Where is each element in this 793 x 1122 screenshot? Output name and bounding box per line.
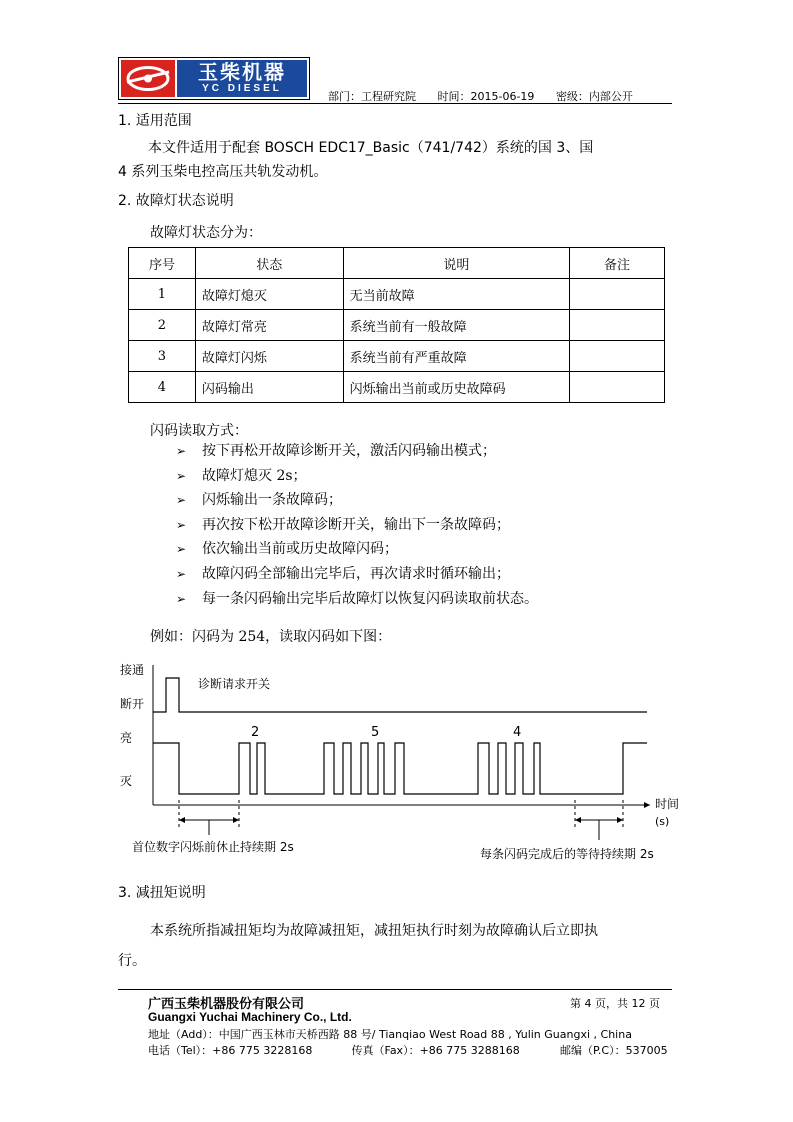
switch-label: 诊断请求开关 <box>198 677 271 691</box>
label-off: 断开 <box>120 697 145 711</box>
wait-arrow-icon <box>575 817 581 823</box>
table-cell: 闪烁输出当前或历史故障码 <box>343 372 570 403</box>
section-1-title: 1. 适用范围 <box>118 113 192 129</box>
arrow-bullet-icon: ➢ <box>176 542 187 557</box>
list-item: ➢ 再次按下松开故障诊断开关，输出下一条故障码； <box>176 513 538 538</box>
digit-label-4: 4 <box>513 725 522 740</box>
yc-diesel-logo <box>118 57 310 100</box>
section-2-title: 2. 故障灯状态说明 <box>118 193 234 209</box>
logo-emblem <box>121 60 175 97</box>
footer-page-number: 第 4 页，共 12 页 <box>570 997 660 1010</box>
digit-label-2: 2 <box>251 725 260 740</box>
time-axis-label: 时间 <box>655 797 680 811</box>
table-row <box>129 341 665 372</box>
header-rule <box>118 103 672 104</box>
table-row <box>129 310 665 341</box>
table-cell: 闪码输出 <box>195 372 343 403</box>
table-cell: 故障灯闪烁 <box>195 341 343 372</box>
table-cell: 4 <box>129 372 196 403</box>
footer-tel: 电话（Tel）：+86 775 3228168 <box>148 1044 313 1057</box>
example-text: 例如：闪码为 254，读取闪码如下图： <box>150 629 392 645</box>
pause-label: 首位数字闪烁前休止持续期 2s <box>132 840 294 854</box>
table-row <box>129 279 665 310</box>
footer-address: 地址（Add）：中国广西玉林市天桥西路 88 号/ Tianqiao West Road 88 , Yulin Guangxi , China <box>148 1028 632 1041</box>
logo-en-text: YC DIESEL <box>202 83 282 94</box>
logo-emblem-icon <box>121 60 175 97</box>
table-cell: 系统当前有严重故障 <box>343 341 570 372</box>
footer-fax: 传真（Fax）：+86 775 3288168 <box>351 1044 520 1057</box>
pause-arrow-icon <box>233 817 239 823</box>
table-header: 备注 <box>570 248 665 279</box>
table-cell: 故障灯熄灭 <box>195 279 343 310</box>
table-cell: 系统当前有一般故障 <box>343 310 570 341</box>
list-item: ➢ 按下再松开故障诊断开关，激活闪码输出模式； <box>176 439 538 464</box>
x-axis-arrow-icon <box>644 802 650 808</box>
arrow-bullet-icon: ➢ <box>176 444 187 458</box>
table-cell: 无当前故障 <box>343 279 570 310</box>
pause-arrow-icon <box>179 817 185 823</box>
logo-cn-text: 玉柴机器 <box>198 60 286 84</box>
header-info <box>328 88 651 104</box>
table-cell: 2 <box>129 310 196 341</box>
section-3-title: 3. 减扭矩说明 <box>118 885 206 901</box>
table-cell: 3 <box>129 341 196 372</box>
section-1-line-2: 4 系列玉柴电控高压共轨发动机。 <box>118 164 328 180</box>
footer-company-cn: 广西玉柴机器股份有限公司 <box>148 997 305 1012</box>
table-row <box>129 372 665 403</box>
table-header: 序号 <box>129 248 196 279</box>
list-item: ➢ 依次输出当前或历史故障闪码； <box>176 537 538 562</box>
arrow-bullet-icon: ➢ <box>176 468 187 483</box>
label-on: 接通 <box>120 663 145 677</box>
digit-label-5: 5 <box>371 725 380 740</box>
table-header: 状态 <box>195 248 343 279</box>
table-cell <box>570 372 665 403</box>
header-level: 密级：内部公开 <box>555 90 633 103</box>
table-cell <box>570 310 665 341</box>
footer-company-en: Guangxi Yuchai Machinery Co., Ltd. <box>148 1010 352 1024</box>
status-intro: 故障灯状态分为： <box>150 225 262 241</box>
lamp-signal <box>153 743 647 794</box>
read-steps-list <box>176 439 538 611</box>
wait-label: 每条闪码完成后的等待持续期 2s <box>480 847 654 861</box>
arrow-bullet-icon: ➢ <box>176 566 187 581</box>
read-method-title: 闪码读取方式： <box>150 423 248 439</box>
label-dark: 灭 <box>120 774 133 788</box>
table-header: 说明 <box>343 248 570 279</box>
header-time: 时间：2015-06-19 <box>437 90 535 103</box>
table-header-row <box>129 248 665 279</box>
table-cell <box>570 341 665 372</box>
section-3-line-1: 本系统所指减扭矩均为故障减扭矩，减扭矩执行时刻为故障确认后立即执 <box>150 923 598 939</box>
footer-postcode: 邮编（P.C）：537005 <box>560 1044 668 1057</box>
time-axis-unit: (s) <box>655 815 670 828</box>
status-table <box>128 247 665 403</box>
section-3-line-2: 行。 <box>118 953 146 969</box>
section-1-line-1: 本文件适用于配套 BOSCH EDC17_Basic（741/742）系统的国 3、国 <box>148 140 594 156</box>
arrow-bullet-icon: ➢ <box>176 493 187 508</box>
list-item: ➢ 故障闪码全部输出完毕后，再次请求时循环输出； <box>176 562 538 587</box>
wait-arrow-icon <box>617 817 623 823</box>
list-item: ➢ 每一条闪码输出完毕后故障灯以恢复闪码读取前状态。 <box>176 587 538 612</box>
table-cell: 1 <box>129 279 196 310</box>
footer-contact <box>148 1042 672 1058</box>
table-cell: 故障灯常亮 <box>195 310 343 341</box>
label-bright: 亮 <box>120 731 133 745</box>
footer-rule <box>118 989 672 990</box>
list-item: ➢ 闪烁输出一条故障码； <box>176 488 538 513</box>
header-dept: 部门：工程研究院 <box>328 90 416 103</box>
arrow-bullet-icon: ➢ <box>176 517 187 532</box>
table-cell <box>570 279 665 310</box>
arrow-bullet-icon: ➢ <box>176 591 187 606</box>
list-item: ➢ 故障灯熄灭 2s； <box>176 464 538 489</box>
